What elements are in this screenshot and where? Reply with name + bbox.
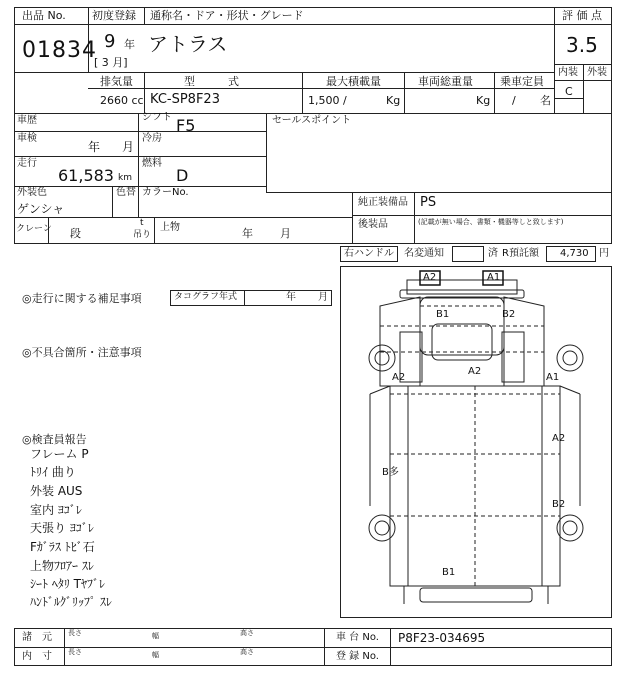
max-load-unit: Kg [386, 94, 401, 107]
capacity-value: / [512, 94, 516, 107]
divider [14, 186, 266, 187]
capacity-unit: 名 [540, 94, 551, 107]
color-code-label: カラーNo. [142, 187, 189, 198]
report-line: 外装 AUS [30, 484, 83, 498]
mileage-value: 61,583 [58, 166, 114, 185]
exterior-label: 外装 [587, 67, 607, 78]
truck-diagram [340, 266, 612, 618]
divider [352, 215, 612, 216]
report-line: Fｶﾞﾗｽ ﾄﾋﾞ石 [30, 540, 95, 554]
divider [14, 156, 266, 157]
height-label: 高さ [240, 648, 254, 656]
divider [390, 628, 391, 666]
divider [14, 217, 352, 218]
divider [14, 24, 88, 25]
history-label: 車歴 [17, 115, 37, 126]
crane-t: t [140, 218, 144, 228]
report-line: ﾄﾘｲ 曲り [30, 465, 76, 479]
inspection-label: 車検 [17, 133, 37, 144]
tacho-month: 月 [318, 292, 328, 303]
mileage-unit: km [118, 173, 132, 183]
damage-label: A2 [392, 372, 406, 383]
inspection-year: 年 [88, 140, 101, 154]
divider [324, 628, 325, 666]
name-change: 名変通知 [404, 248, 444, 259]
divider [88, 24, 554, 25]
report-line: ｼｰﾄ ﾍﾀﾘ Tﾔﾌﾞﾚ [30, 577, 105, 591]
color-value: ゲンシャ [17, 202, 65, 216]
damage-label: B1 [436, 309, 450, 320]
height-label: 高さ [240, 629, 254, 637]
divider [14, 72, 88, 73]
divider [352, 192, 353, 244]
damage-label: A2 [423, 272, 437, 283]
damage-label: B2 [552, 499, 566, 510]
crane-label: クレーン [16, 224, 52, 234]
body-year: 年 [242, 227, 253, 240]
length-label: 長さ [68, 648, 82, 656]
first-reg-label: 初度登録 [92, 9, 136, 22]
dims-label: 諸 元 [22, 632, 52, 643]
divider [64, 628, 65, 666]
paid: 済 [488, 248, 498, 259]
type-value: KC-SP8F23 [150, 92, 220, 107]
divider [266, 192, 612, 193]
report-line: 天張り ﾖｺﾞﾚ [30, 521, 94, 535]
mileage-label: 走行 [17, 158, 37, 169]
tacho-year: 年 [286, 292, 296, 303]
divider [88, 88, 554, 89]
crane-hang: 吊り [133, 230, 152, 240]
length-label: 長さ [68, 629, 82, 637]
sales-point-label: セールスポイント [272, 115, 352, 126]
genuine-label: 純正装備品 [358, 197, 408, 208]
damage-label: A2 [552, 433, 566, 444]
interior-label: 内装 [558, 67, 578, 78]
divider [154, 217, 155, 244]
report-line: 上物ﾌﾛｱｰ ｽﾚ [30, 559, 94, 573]
damage-label: A1 [546, 372, 560, 383]
color-label: 外装色 [17, 187, 47, 198]
year-unit: 年 [124, 38, 135, 51]
divider [112, 186, 113, 217]
report-title: ◎検査員報告 [22, 433, 87, 446]
divider [302, 72, 303, 114]
max-load-label: 最大積載量 [326, 75, 381, 88]
damage-label: A1 [487, 272, 501, 283]
interior-grade: C [565, 85, 573, 98]
width-label: 幅 [152, 632, 159, 640]
name-change-box [452, 246, 484, 262]
damage-label: A2 [468, 366, 482, 377]
first-reg-year: 9 [104, 31, 116, 52]
divider [138, 113, 139, 217]
lot-no-label: 出品 No. [22, 9, 66, 22]
inspection-month: 月 [122, 140, 135, 154]
divider [14, 647, 612, 648]
divider [266, 113, 267, 192]
r-value: 4,730 [560, 248, 589, 259]
displacement-label: 排気量 [100, 75, 133, 88]
displacement: 2660 cc [100, 94, 144, 107]
divider [554, 24, 612, 25]
divider [494, 72, 495, 114]
divider [144, 72, 145, 114]
divider [88, 72, 554, 73]
lot-no: 01834 [22, 38, 97, 63]
truck-outline-svg [340, 266, 612, 618]
ac-label: 冷房 [142, 133, 162, 144]
shift-label: シフト [142, 112, 172, 123]
grade-label: 評 価 点 [562, 9, 602, 22]
r-label: R預託額 [502, 248, 539, 259]
first-reg-month: [ 3 月] [94, 56, 128, 69]
gross-weight-unit: Kg [476, 94, 491, 107]
divider [14, 131, 266, 132]
divider [583, 64, 584, 114]
genuine-value: PS [420, 195, 437, 210]
body-label: 上物 [160, 222, 180, 233]
report-line: 室内 ﾖｺﾞﾚ [30, 503, 82, 517]
type-label: 型 式 [184, 75, 239, 88]
body-month: 月 [280, 227, 291, 240]
driving-title: ◎走行に関する補足事項 [22, 292, 142, 305]
divider [554, 98, 583, 99]
chassis-label: 車 台 No. [336, 632, 379, 643]
divider [414, 192, 415, 244]
divider [554, 80, 612, 81]
aftermarket-note: (記載が無い場合、書類・機器等しと致します) [418, 218, 564, 226]
tachograph-label: タコグラフ年式 [174, 292, 238, 302]
color-no-label: 色替 [116, 187, 136, 198]
width-label: 幅 [152, 651, 159, 659]
max-load: 1,500 / [308, 94, 347, 107]
divider [404, 72, 405, 114]
damage-label: B1 [442, 567, 456, 578]
gross-weight-label: 車両総重量 [418, 75, 473, 88]
divider [244, 290, 245, 306]
capacity-label: 乗車定員 [500, 75, 544, 88]
report-line: ﾊﾝﾄﾞﾙｸﾞﾘｯﾌﾟ ｽﾚ [30, 595, 112, 609]
damage-label: B2 [502, 309, 516, 320]
grade: 3.5 [566, 33, 598, 57]
right-handle: 右ハンドル [344, 248, 394, 259]
fuel-label: 燃料 [142, 158, 162, 169]
model-name: アトラス [148, 32, 228, 56]
reg-label: 登 録 No. [336, 651, 379, 662]
interior-dims-label: 内 寸 [22, 651, 52, 662]
aftermarket-label: 後装品 [358, 219, 388, 230]
chassis-value: P8F23-034695 [398, 631, 486, 645]
fuel-value: D [176, 166, 189, 185]
shift-value: F5 [176, 116, 196, 135]
crane-dan: 段 [70, 227, 81, 240]
defects-title: ◎不具合箇所・注意事項 [22, 346, 142, 359]
damage-label: B多 [382, 467, 399, 478]
divider [144, 7, 145, 24]
report-line: フレーム P [30, 447, 89, 461]
r-unit: 円 [599, 248, 609, 259]
model-label: 通称名・ドア・形状・グレード [150, 9, 304, 22]
